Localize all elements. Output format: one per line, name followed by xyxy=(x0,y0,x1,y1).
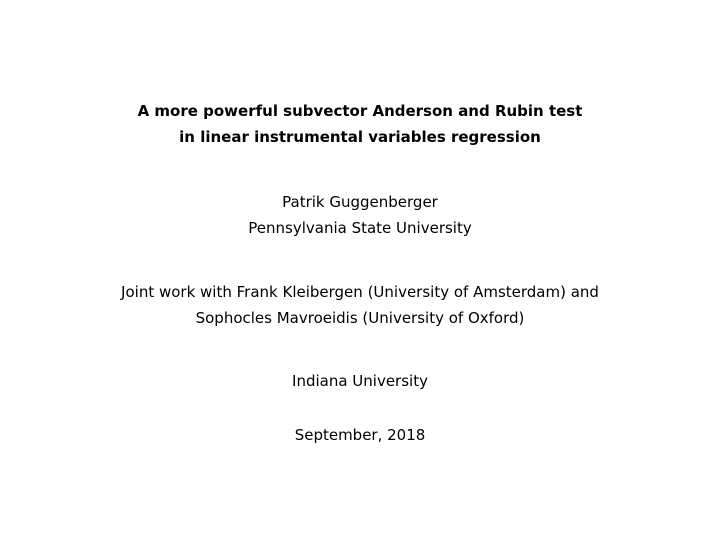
joint-work-line-2: Sophocles Mavroeidis (University of Oxford) xyxy=(195,309,525,327)
slide-title-line-1: A more powerful subvector Anderson and Rubin test xyxy=(137,102,583,120)
slide-title-line-2: in linear instrumental variables regression xyxy=(179,128,541,146)
date: September, 2018 xyxy=(294,426,426,444)
venue: Indiana University xyxy=(292,372,428,390)
author-affiliation: Pennsylvania State University xyxy=(248,219,472,237)
author-name: Patrik Guggenberger xyxy=(282,193,438,211)
joint-work-line-1: Joint work with Frank Kleibergen (University of Amsterdam) and xyxy=(121,283,599,301)
